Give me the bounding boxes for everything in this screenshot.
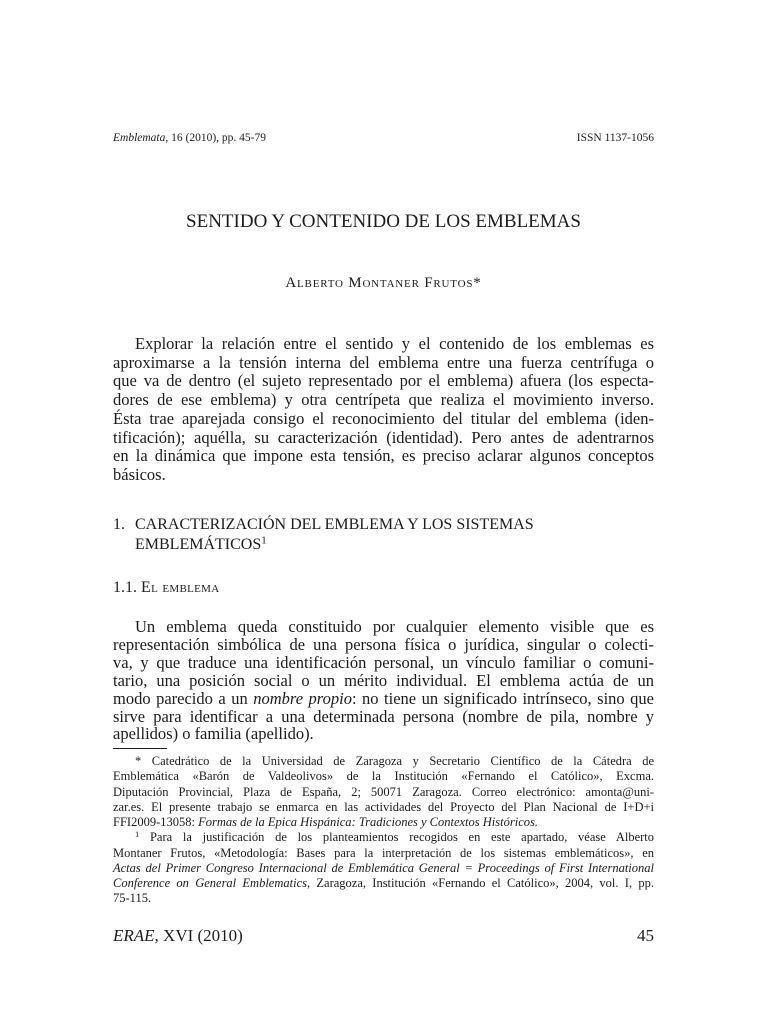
text-line <box>113 636 654 654</box>
footer-journal <box>113 926 243 946</box>
text-line <box>113 391 654 410</box>
article-title: SENTIDO Y CONTENIDO DE LOS EMBLEMAS <box>186 211 581 232</box>
footnote-author <box>113 754 654 830</box>
text-line <box>113 429 654 448</box>
author-line <box>113 274 654 292</box>
text-line <box>113 690 654 708</box>
text-run: Un emblema queda constituido por cualquier elemento visible que es <box>135 617 654 636</box>
text-line <box>113 466 654 485</box>
text-line <box>113 654 654 672</box>
text-run: básicos. <box>113 464 166 484</box>
text-run: sirve para identificar a una determinada persona (nombre de pila, nombre y <box>113 706 654 726</box>
text-line <box>113 769 654 784</box>
text-line <box>113 618 654 636</box>
body-paragraph <box>113 618 654 743</box>
text-line <box>113 410 654 429</box>
text-run: apellidos) o familia (apellido). <box>113 724 314 744</box>
text-run: FFI2009-13058: <box>113 815 199 829</box>
author-note-mark: * <box>473 275 482 291</box>
footnote-separator-rule <box>113 748 167 749</box>
journal-name: Emblemata <box>113 132 166 144</box>
text-run: 75-115. <box>113 891 152 906</box>
author-name: Alberto Montaner Frutos <box>285 275 474 291</box>
section-title-line <box>135 535 654 555</box>
citation-details: , 16 (2010), pp. 45-79 <box>165 132 267 144</box>
page-footer <box>113 926 654 946</box>
text-run: Ésta trae aparejada consigo el reconocimiento del titular del emblema (iden- <box>113 408 654 428</box>
text-line <box>113 725 654 743</box>
text-run: modo parecido a un <box>113 688 254 708</box>
text-line <box>113 335 654 354</box>
abstract-paragraph <box>113 335 654 485</box>
text-line <box>113 876 654 891</box>
text-line <box>113 800 654 815</box>
text-line <box>113 372 654 391</box>
text-run: va, y que traduce una identificación personal, un vínculo familiar o comuni- <box>113 652 654 672</box>
subsection-title: El emblema <box>141 579 220 596</box>
text-line <box>113 861 654 876</box>
text-run: en la dinámica que impone esta tensión, es preciso aclarar algunos conceptos <box>113 446 654 466</box>
text-line <box>113 708 654 726</box>
text-run: Para la justificación de los planteamientos recogidos en este apartado, véase Alberto <box>139 830 654 845</box>
text-run: dores de ese emblema) y otra centrípeta que realiza el movimiento inverso. <box>113 390 654 410</box>
text-line <box>113 815 654 830</box>
footer-journal-name: ERAE <box>113 926 155 945</box>
text-run: tario, una posición social o un mérito individual. El emblema actúa de un <box>113 670 654 690</box>
text-line <box>113 754 654 769</box>
footnote-reference: 1 <box>261 534 267 547</box>
section-title <box>135 515 654 555</box>
section-number: 1. <box>113 516 125 533</box>
running-header <box>113 131 654 145</box>
footnotes <box>113 754 654 907</box>
section-heading <box>113 515 654 555</box>
text-line <box>113 672 654 690</box>
text-run: Explorar la relación entre el sentido y el contenido de los emblemas es <box>135 334 654 353</box>
text-run: tificación); aquélla, su caracterización (identidad). Pero antes de adentrarnos <box>113 427 654 447</box>
text-line <box>113 891 654 906</box>
issn: ISSN 1137-1056 <box>576 132 654 144</box>
subsection-heading <box>113 578 654 598</box>
subsection-number: 1.1. <box>113 579 137 596</box>
text-run: zar.es. El presente trabajo se enmarca en las actividades del Proyecto del Plan Nacional de I+D+i <box>113 799 654 814</box>
italic-text: nombre propio <box>253 688 352 708</box>
italic-text: Formas de la Epica Hispánica: Tradiciones y Contextos Históricos. <box>198 815 538 829</box>
text-run: que va de dentro (el sujeto representado por el emblema) afuera (los especta- <box>113 371 654 391</box>
text-run: , Zaragoza, Institución «Fernando el Católico», 2004, vol. I, pp. <box>307 876 654 890</box>
text-line <box>113 354 654 373</box>
text-run: Diputación Provincial, Plaza de España, 2; 50071 Zaragoza. Correo electrónico: amonta@uni- <box>113 784 654 799</box>
journal-citation <box>113 131 266 145</box>
text-run: * Catedrático de la Universidad de Zaragoza y Secretario Científico de la Cátedra de <box>135 754 654 768</box>
text-run: Emblemática «Barón de Valdeolivos» de la Institución «Fernando el Católico», Excma. <box>113 769 654 784</box>
section-title-line: CARACTERIZACIÓN DEL EMBLEMA Y LOS SISTEMAS <box>135 516 534 533</box>
footer-volume: , XVI (2010) <box>154 926 243 945</box>
text-run: : no tiene un significado intrínseco, sino que <box>351 688 654 708</box>
text-run: Montaner Frutos, «Metodología: Bases para la interpretación de los sistemas emblemáticos», en <box>113 845 654 860</box>
page-number: 45 <box>637 926 654 945</box>
text-line <box>113 830 654 845</box>
section-title-text: EMBLEMÁTICOS <box>135 536 262 553</box>
italic-text: Actas del Primer Congreso Internacional de Emblemática General = Proceedings of First International <box>113 860 654 875</box>
text-line <box>113 447 654 466</box>
text-run: aproximarse a la tensión interna del emblema entre una fuerza centrífuga o <box>113 352 654 372</box>
italic-text: Conference on General Emblematics <box>113 876 307 890</box>
text-run: representación simbólica de una persona física o jurídica, singular o colecti- <box>113 634 654 654</box>
footnote-1 <box>113 830 654 906</box>
footnote-reference: 1 <box>135 829 140 839</box>
text-line <box>113 846 654 861</box>
text-line <box>113 785 654 800</box>
